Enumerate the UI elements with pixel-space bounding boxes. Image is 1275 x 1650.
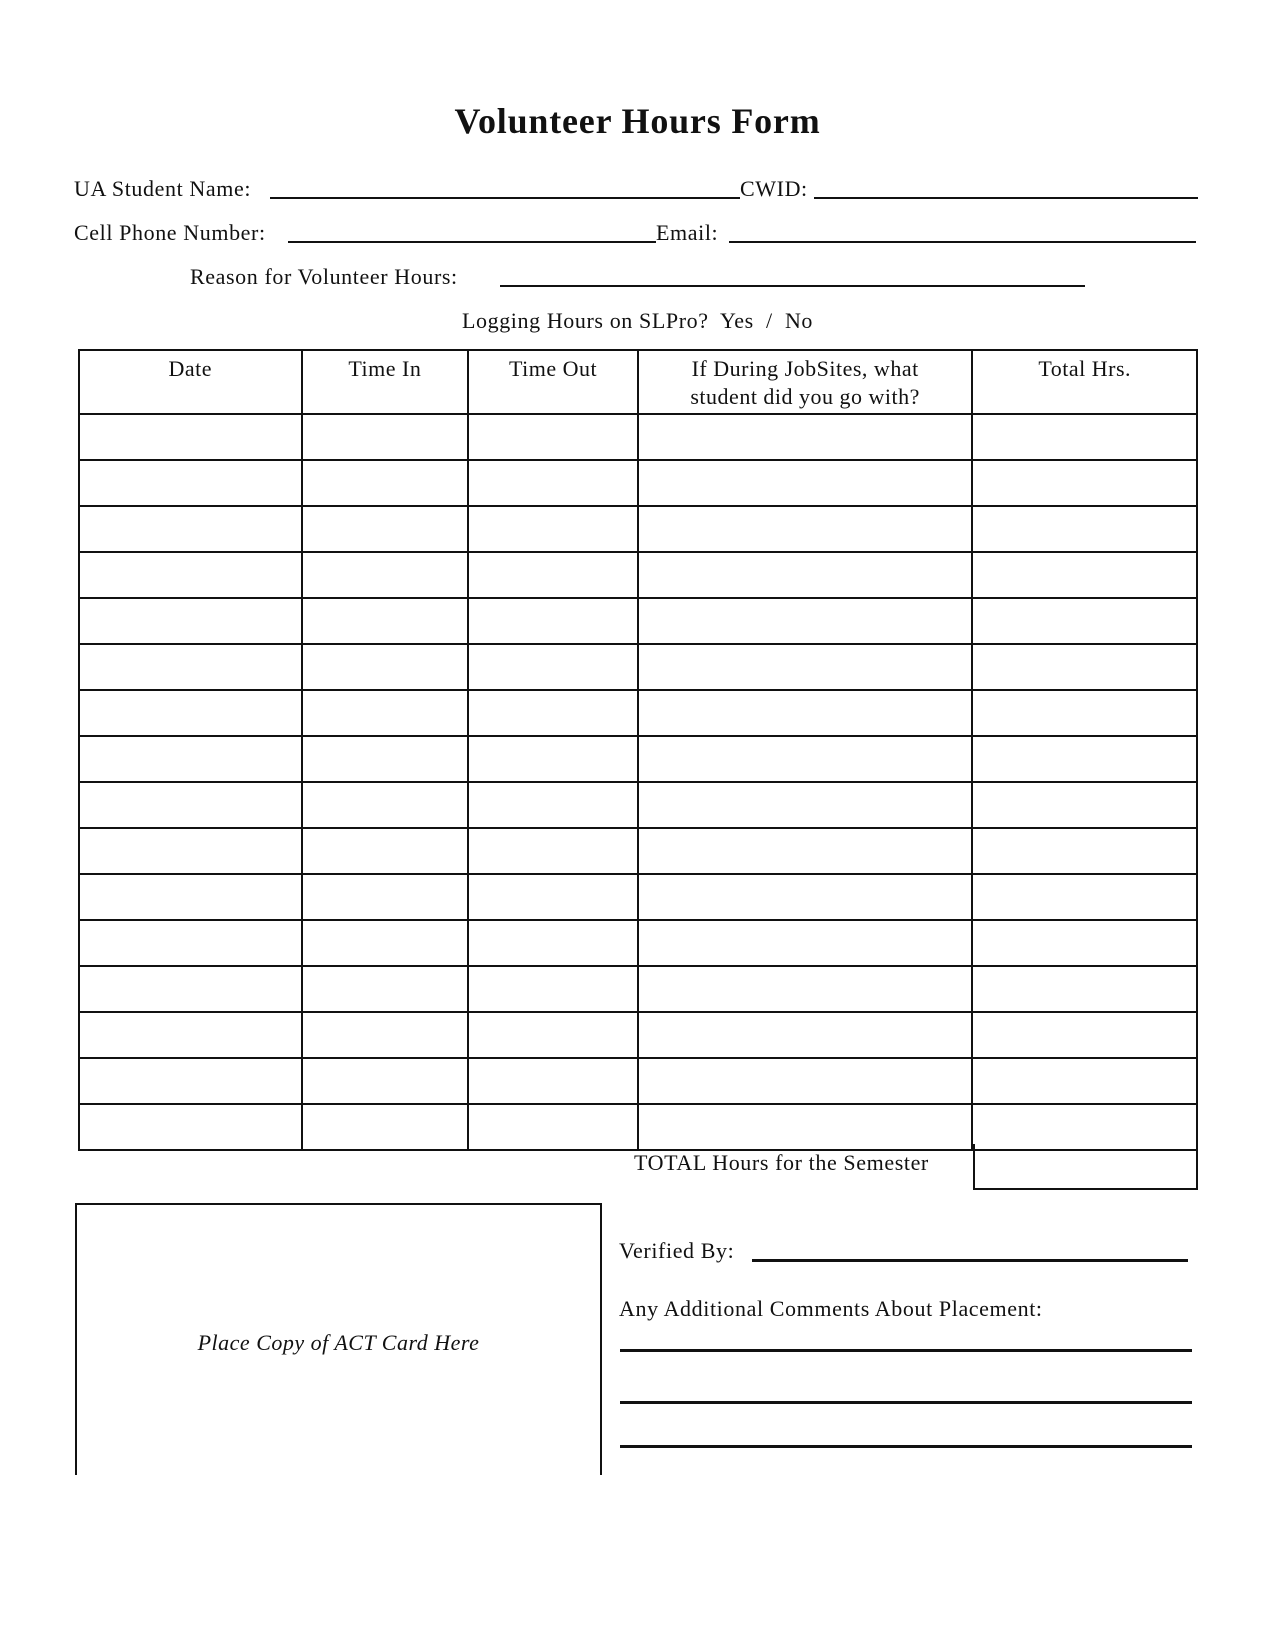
hours-table: [78, 349, 1198, 1151]
cell-time-in[interactable]: [302, 460, 469, 506]
cell-date[interactable]: [79, 690, 302, 736]
header-time-out: Time Out: [468, 350, 638, 414]
table-row: [79, 598, 1197, 644]
cell-total-hrs[interactable]: [972, 736, 1197, 782]
cell-time-out[interactable]: [468, 690, 638, 736]
cell-date[interactable]: [79, 460, 302, 506]
cell-time-out[interactable]: [468, 1058, 638, 1104]
cell-date[interactable]: [79, 920, 302, 966]
cell-total-hrs[interactable]: [972, 1012, 1197, 1058]
student-name-label: UA Student Name:: [74, 176, 252, 201]
page-title: Volunteer Hours Form: [454, 101, 821, 141]
cell-time-in[interactable]: [302, 736, 469, 782]
cell-time-out[interactable]: [468, 1104, 638, 1150]
total-hours-label: TOTAL Hours for the Semester: [634, 1150, 929, 1175]
slpro-no-option[interactable]: No: [784, 308, 814, 333]
cell-total-hrs[interactable]: [972, 828, 1197, 874]
cell-jobsites-student[interactable]: [638, 874, 973, 920]
header-time-in: Time In: [302, 350, 469, 414]
cell-time-out[interactable]: [468, 828, 638, 874]
table-row: [79, 1058, 1197, 1104]
table-row: [79, 736, 1197, 782]
cell-date[interactable]: [79, 552, 302, 598]
cell-jobsites-student[interactable]: [638, 598, 973, 644]
cwid-field[interactable]: [814, 197, 1198, 199]
total-hours-field[interactable]: [973, 1144, 1198, 1190]
cell-date[interactable]: [79, 644, 302, 690]
cell-jobsites-student[interactable]: [638, 920, 973, 966]
cell-time-in[interactable]: [302, 874, 469, 920]
header-total-hrs: Total Hrs.: [972, 350, 1197, 414]
reason-label: Reason for Volunteer Hours:: [190, 264, 458, 289]
cell-date[interactable]: [79, 736, 302, 782]
table-row: [79, 920, 1197, 966]
cell-date[interactable]: [79, 506, 302, 552]
cell-total-hrs[interactable]: [972, 690, 1197, 736]
header-date: Date: [79, 350, 302, 414]
cell-time-out[interactable]: [468, 506, 638, 552]
cell-date[interactable]: [79, 1104, 302, 1150]
cell-time-in[interactable]: [302, 782, 469, 828]
phone-label: Cell Phone Number:: [74, 220, 266, 245]
verified-by-label: Verified By:: [619, 1238, 735, 1263]
cell-time-in[interactable]: [302, 644, 469, 690]
cell-time-out[interactable]: [468, 782, 638, 828]
comments-label: Any Additional Comments About Placement:: [619, 1296, 1043, 1321]
cell-time-in[interactable]: [302, 920, 469, 966]
cell-total-hrs[interactable]: [972, 644, 1197, 690]
cell-total-hrs[interactable]: [972, 874, 1197, 920]
cell-jobsites-student[interactable]: [638, 460, 973, 506]
cell-time-out[interactable]: [468, 598, 638, 644]
cell-total-hrs[interactable]: [972, 414, 1197, 460]
cell-time-out[interactable]: [468, 414, 638, 460]
cell-time-out[interactable]: [468, 552, 638, 598]
cell-jobsites-student[interactable]: [638, 1104, 973, 1150]
cell-date[interactable]: [79, 414, 302, 460]
cell-date[interactable]: [79, 1012, 302, 1058]
cell-time-out[interactable]: [468, 1012, 638, 1058]
email-field[interactable]: [729, 241, 1196, 243]
cell-time-in[interactable]: [302, 1012, 469, 1058]
cell-time-out[interactable]: [468, 966, 638, 1012]
reason-field[interactable]: [500, 285, 1085, 287]
cell-total-hrs[interactable]: [972, 598, 1197, 644]
cell-time-out[interactable]: [468, 736, 638, 782]
slpro-question: Logging Hours on SLPro?: [461, 308, 709, 333]
cell-jobsites-student[interactable]: [638, 552, 973, 598]
cell-time-out[interactable]: [468, 644, 638, 690]
cell-time-in[interactable]: [302, 552, 469, 598]
cell-date[interactable]: [79, 782, 302, 828]
cell-jobsites-student[interactable]: [638, 736, 973, 782]
cell-jobsites-student[interactable]: [638, 782, 973, 828]
table-row: [79, 644, 1197, 690]
cell-total-hrs[interactable]: [972, 920, 1197, 966]
cell-jobsites-student[interactable]: [638, 1012, 973, 1058]
student-name-field[interactable]: [270, 197, 740, 199]
cell-date[interactable]: [79, 966, 302, 1012]
cell-time-in[interactable]: [302, 690, 469, 736]
cell-time-out[interactable]: [468, 874, 638, 920]
cell-jobsites-student[interactable]: [638, 1058, 973, 1104]
table-row: [79, 414, 1197, 460]
cwid-label: CWID:: [740, 176, 808, 201]
email-label: Email:: [656, 220, 719, 245]
cell-time-in[interactable]: [302, 598, 469, 644]
table-row: [79, 506, 1197, 552]
table-row: [79, 1012, 1197, 1058]
cell-total-hrs[interactable]: [972, 460, 1197, 506]
table-row: [79, 874, 1197, 920]
table-row: [79, 460, 1197, 506]
cell-jobsites-student[interactable]: [638, 828, 973, 874]
cell-total-hrs[interactable]: [972, 966, 1197, 1012]
cell-jobsites-student[interactable]: [638, 966, 973, 1012]
comments-line-2[interactable]: [620, 1401, 1192, 1404]
cell-total-hrs[interactable]: [972, 552, 1197, 598]
cell-date[interactable]: [79, 1058, 302, 1104]
cell-time-out[interactable]: [468, 920, 638, 966]
act-card-box: [75, 1203, 602, 1475]
cell-date[interactable]: [79, 828, 302, 874]
cell-time-in[interactable]: [302, 414, 469, 460]
table-row: [79, 966, 1197, 1012]
act-card-label: Place Copy of ACT Card Here: [197, 1330, 480, 1355]
slpro-yes-option[interactable]: Yes: [720, 308, 754, 333]
cell-total-hrs[interactable]: [972, 782, 1197, 828]
verified-by-field[interactable]: [752, 1259, 1188, 1262]
cell-date[interactable]: [79, 874, 302, 920]
table-row: [79, 552, 1197, 598]
cell-jobsites-student[interactable]: [638, 644, 973, 690]
cell-jobsites-student[interactable]: [638, 690, 973, 736]
comments-line-1[interactable]: [620, 1349, 1192, 1352]
table-row: [79, 782, 1197, 828]
slpro-question-row: [0, 308, 1275, 334]
cell-time-in[interactable]: [302, 1058, 469, 1104]
table-row: [79, 828, 1197, 874]
cell-time-in[interactable]: [302, 1104, 469, 1150]
slpro-separator: /: [766, 308, 773, 333]
phone-field[interactable]: [288, 241, 656, 243]
table-row: [79, 690, 1197, 736]
comments-line-3[interactable]: [620, 1445, 1192, 1448]
cell-time-out[interactable]: [468, 460, 638, 506]
cell-total-hrs[interactable]: [972, 506, 1197, 552]
header-jobsites-student: If During JobSites, what student did you go with?: [638, 350, 973, 414]
table-header-row: [79, 350, 1197, 414]
cell-jobsites-student[interactable]: [638, 414, 973, 460]
cell-time-in[interactable]: [302, 966, 469, 1012]
cell-time-in[interactable]: [302, 506, 469, 552]
cell-jobsites-student[interactable]: [638, 506, 973, 552]
cell-total-hrs[interactable]: [972, 1058, 1197, 1104]
cell-time-in[interactable]: [302, 828, 469, 874]
cell-date[interactable]: [79, 598, 302, 644]
